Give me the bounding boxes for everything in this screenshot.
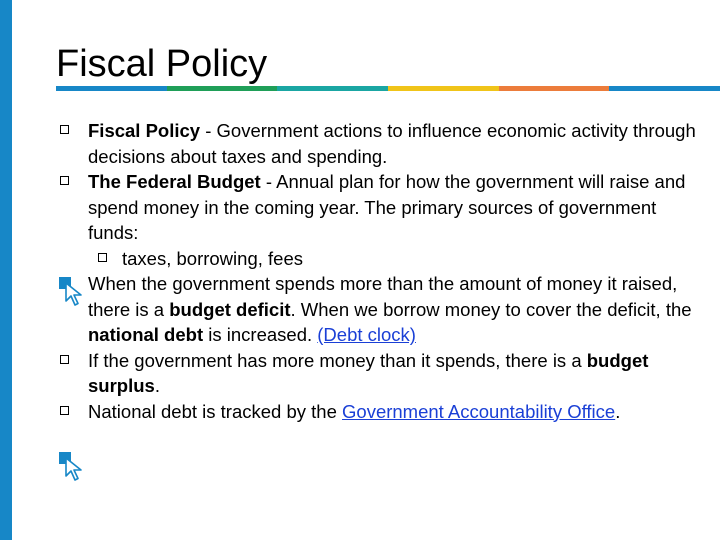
bullet-term: budget surplus [88, 349, 649, 396]
pointer-cursor-icon [56, 452, 90, 488]
bullet-text: National debt is tracked by the [88, 400, 343, 422]
bullet-item [56, 348, 696, 399]
square-bullet-icon [60, 176, 69, 185]
stripe-segment [609, 86, 720, 91]
bullet-text: - Annual plan for how the government will raise and spend money in the coming year. The primary sources of government funds: [88, 171, 686, 243]
stripe-segment [56, 86, 167, 91]
square-bullet-icon [98, 253, 107, 262]
bullet-text: is increased. [203, 324, 318, 345]
stripe-segment [499, 86, 610, 91]
bullet-item [56, 118, 696, 169]
bullet-term: budget deficit [169, 298, 291, 320]
bullet-text: . When we borrow money to cover the deficit, the [290, 298, 692, 320]
square-bullet-icon [60, 125, 69, 134]
stripe-segment [277, 86, 388, 91]
bullet-term: Fiscal Policy [88, 120, 201, 141]
stripe-segment [167, 86, 278, 91]
square-bullet-icon [60, 355, 69, 364]
bullet-text: When the government spends more than the amount of money it raised, there is a [88, 273, 678, 320]
bullet-text: If the government has more money than it spends, there is a [88, 349, 587, 371]
gao-link[interactable]: Government Accountability Office [342, 400, 616, 422]
bullet-list [56, 118, 696, 424]
bullet-text: - Government actions to influence economic activity through decisions about taxes and spending. [88, 120, 696, 167]
bullet-item [56, 169, 696, 246]
bullet-term: The Federal Budget [88, 171, 261, 192]
slide-title: Fiscal Policy [56, 43, 268, 85]
debt-clock-link[interactable]: (Debt clock) [317, 324, 416, 345]
square-bullet-icon [60, 406, 69, 415]
bullet-item [56, 271, 696, 348]
pointer-cursor-icon [64, 281, 86, 307]
bullet-item [56, 399, 696, 425]
title-underline-stripe [56, 86, 720, 91]
bullet-text: . [154, 375, 160, 396]
stripe-segment [388, 86, 499, 91]
left-accent-bar [0, 0, 12, 540]
sub-bullet-item [56, 246, 696, 272]
bullet-text: . [615, 400, 621, 422]
bullet-term: national debt [88, 324, 204, 345]
bullet-text: taxes, borrowing, fees [122, 247, 303, 269]
